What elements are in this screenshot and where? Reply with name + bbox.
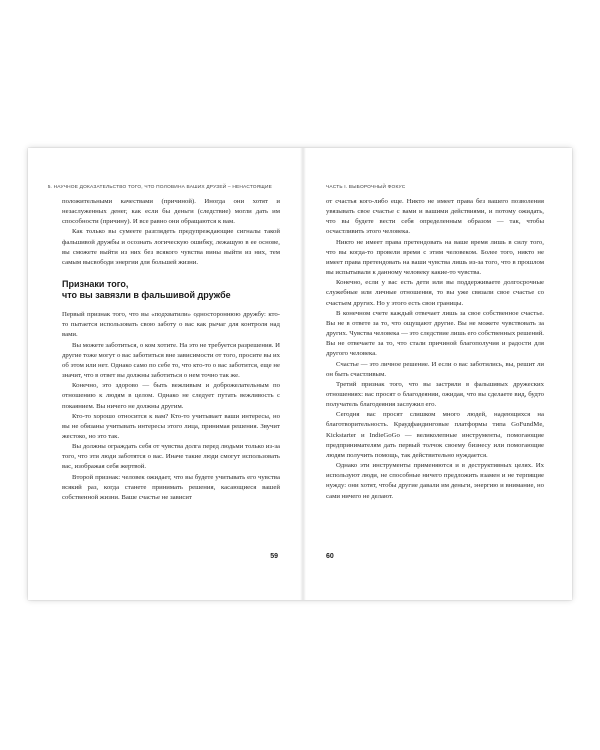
paragraph: Как только вы сумеете разглядеть предупреждающие сигналы такой фальшивой дружбы и осознать логическую ошибку, лежащую в ее основе, вы сможете выйти из них без всякого чувства вины выйти из них, тем самым высвободи энергии для большей жизни. [62, 228, 280, 266]
paragraph: Счастье — это личное решение. И если о вас заботились, вы, решит ли он быть счастливым. [326, 360, 544, 378]
book-spread [28, 148, 572, 600]
running-head: 5. НАУЧНОЕ ДОКАЗАТЕЛЬСТВО ТОГО, ЧТО ПОЛОВИНА ВАШИХ ДРУЗЕЙ – НЕНАСТОЯЩИЕ [47, 185, 272, 190]
right-page [300, 148, 572, 600]
paragraph: Первый признак того, что вы «подхватили» одностороннюю дружбу: кто-то пытается использовать свою заботу о вас как рычаг для контроля над вами. [62, 311, 280, 339]
paragraph: Конечно, если у вас есть дети или вы поддерживаете долгосрочные служебные или личные отношения, то вы уже связали свое счастье со счастьем других. Но у этого есть свои границы. [326, 279, 544, 307]
paragraph: В конечном счете каждый отвечает лишь за свое собственное счастье. Вы не в ответе за то, что ощущают другие. Вы не можете чувствовать за других. Чувства человека — это следствие лишь его собственных решений. Вы не отвечаете за то, что стали причиной благополучия и радости для другого человека. [326, 309, 544, 358]
paragraph: Однако эти инструменты применяются и в деструктивных целях. Их используют люди, не способные ничего предложить взамен и не терпящие нужду: они хотят, чтобы другие давали им деньги, энергию и внимание, но сами ничего не делают. [326, 462, 544, 500]
paragraph: от счастья кого-либо еще. Никто не имеет права без вашего позволения увязывать свое счастье с вами и вашими действиями, и потому ожидать, что вы будете вести себя определенным образом — так, чтобы осчастливить этого человека. [326, 198, 544, 236]
page-number: 60 [326, 553, 334, 560]
section-heading-line: Признаки того, [62, 279, 129, 290]
paragraph: Третий признак того, что вы застряли в фальшивых дружеских отношениях: вас просят о благодеянии, ожидая, что вы сделаете вид, будто получатель благодеяния заслужил его. [326, 380, 544, 409]
page-number: 59 [270, 553, 278, 560]
paragraph: Никто не имеет права претендовать на ваше время лишь в силу того, что вы когда-то провели время с этим человеком. Более того, никто не имеет права претендовать на ваши чувства лишь из-за того, что в прошлом вы испытывали к данному человеку какие-то чувства. [326, 238, 544, 277]
running-head: ЧАСТЬ I. ВЫБОРОЧНЫЙ ФОКУС [326, 185, 406, 190]
paragraph: Конечно, это здорово — быть вежливым и доброжелательным по отношению к людям в целом. Однако не следует путать вежливость с покаянием. Вы ничего не должны другим. [62, 382, 280, 410]
paragraph: Второй признак: человек ожидает, что вы будете учитывать его чувства всякий раз, когда станете принимать решения, касающиеся вашей собственной жизни. Ваше счастье не зависит [62, 473, 280, 501]
paragraph: Вы должны ограждать себя от чувства долга перед людьми только из-за того, что эти люди заботятся о вас. Иначе такие люди смогут использовать вас, изображая себя жертвой. [62, 443, 280, 471]
left-page [28, 148, 300, 600]
left-page-body [62, 197, 280, 503]
section-heading [62, 279, 280, 301]
right-page-body [326, 197, 544, 502]
paragraph: Сегодня вас просят слишком много людей, надеющихся на благотворительность. Краудфандинговые платформы типа GoFundMe, Kickstarter и IndieGoGo — великолепные инструменты, помогающие предпринимателям дать первый толчок своему бизнесу или помогающие людям получить помощь, так действительно нуждается. [326, 411, 544, 459]
paragraph: Кто-то хорошо относится к вам? Кто-то учитывает ваши интересы, но вы не обязаны учитывать интересы этого лица, принимая решения. Звучит жестоко, но это так. [62, 412, 280, 440]
paragraph: Вы можете заботиться, о ком хотите. На это не требуется разрешения. И другие тоже могут о вас заботиться вне зависимости от того, просите вы их об этом или нет. Однако само по себе то, что кто-то о вас заботится, еще не значит, что в ответ вы должны заботиться о нем точно так же. [62, 341, 280, 380]
paragraph: положительными качествами (причиной). Иногда они хотят и незаслуженных денег, как если бы деньги (следствие) могли дать им способности (причину). И все равно они обращаются к вам. [62, 198, 280, 226]
section-heading-line: что вы завязли в фальшивой дружбе [62, 290, 231, 301]
